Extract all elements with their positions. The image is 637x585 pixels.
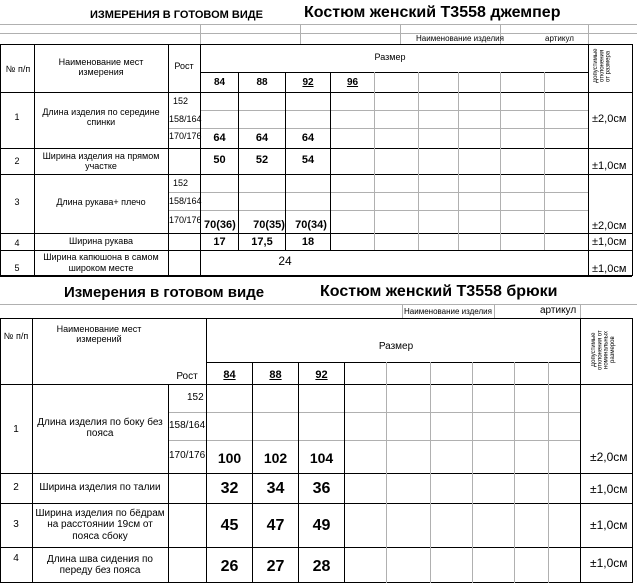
bottom-article-label: артикул	[540, 305, 577, 316]
top-size-92: 92	[302, 77, 314, 89]
bottom-col-height: Рост	[176, 371, 198, 383]
bottom-row4-v92: 28	[312, 557, 331, 575]
top-col-name: Наименование мест измерения	[58, 56, 144, 77]
bottom-size-88: 88	[269, 368, 282, 381]
bottom-row4-v88: 27	[266, 557, 285, 575]
top-col-no: № п/п	[5, 63, 31, 74]
bottom-row3-tolerance: ±1,0см	[590, 518, 628, 532]
top-height-152: 152	[173, 96, 189, 106]
top-article-label: артикул	[545, 34, 574, 43]
top-row1-v84: 64	[213, 131, 226, 144]
top-row4-name: Ширина рукава	[68, 236, 133, 247]
top-row3-tolerance: ±2,0см	[592, 220, 627, 232]
top-row1-tolerance: ±2,0см	[592, 113, 627, 125]
top-size-88: 88	[256, 77, 268, 89]
top-row4-no: 4	[14, 237, 20, 248]
top-height-158: 158/164	[169, 114, 202, 124]
top-row3-height-152: 152	[173, 178, 189, 188]
bottom-row4-v84: 26	[220, 557, 239, 575]
bottom-heading: Измерения в готовом виде	[64, 284, 265, 301]
top-height-170: 170/176	[169, 131, 202, 141]
top-row5-value: 24	[278, 254, 292, 269]
top-row2-tolerance: ±1,0см	[592, 160, 627, 172]
top-row2-v84: 50	[213, 153, 226, 166]
top-row1-v88: 64	[255, 131, 269, 144]
top-row5-tolerance: ±1,0см	[592, 263, 627, 275]
top-row2-no: 2	[14, 155, 20, 166]
bottom-row2-v84: 32	[220, 479, 239, 497]
top-row2-name: Ширина изделия на прямом участке	[42, 150, 160, 171]
top-col-size: Размер	[374, 51, 406, 62]
bottom-row2-name: Ширина изделия по талии	[39, 482, 161, 494]
bottom-row3-v84: 45	[220, 516, 239, 534]
top-row2-v92: 54	[301, 153, 315, 166]
bottom-row2-tolerance: ±1,0см	[590, 482, 628, 496]
top-size-84: 84	[213, 77, 226, 89]
top-row3-v84: 70(36)	[204, 218, 236, 231]
bottom-col-size: Размер	[378, 341, 414, 353]
top-row4-v84: 17	[213, 236, 226, 249]
bottom-size-92: 92	[315, 368, 328, 381]
bottom-row4-no: 4	[13, 553, 19, 565]
top-row3-v88: 70(35)	[253, 218, 285, 231]
bottom-height-152: 152	[187, 392, 204, 403]
bottom-row4-tolerance: ±1,0см	[590, 556, 628, 570]
top-heading: ИЗМЕРЕНИЯ В ГОТОВОМ ВИДЕ	[90, 9, 263, 21]
top-row4-v88: 17,5	[251, 236, 273, 249]
bottom-col-tolerance: Допустимые отклонения от номинальных размеров	[591, 330, 616, 370]
bottom-row1-no: 1	[13, 424, 19, 436]
top-row3-no: 3	[14, 196, 20, 207]
bottom-row3-v88: 47	[266, 516, 285, 534]
bottom-height-170: 170/176	[169, 450, 206, 461]
top-row2-v88: 52	[255, 153, 269, 166]
top-col-tolerance: Допустимые отклонения от размера	[593, 48, 612, 84]
bottom-row1-v88: 102	[263, 449, 288, 466]
top-row1-no: 1	[14, 111, 20, 122]
bottom-row3-no: 3	[13, 519, 19, 531]
top-title: Костюм женский Т3558 джемпер	[304, 4, 561, 21]
top-row3-name: Длина рукава+ плечо	[56, 196, 146, 207]
top-row5-no: 5	[14, 263, 20, 274]
top-row1-v92: 64	[301, 131, 315, 144]
top-size-96: 96	[346, 77, 359, 89]
bottom-row3-name: Ширина изделия по бёдрам на расстоянии 19см от пояса сбоку	[35, 507, 165, 542]
bottom-title: Костюм женский Т3558 брюки	[320, 283, 558, 300]
top-row3-v92: 70(34)	[295, 218, 327, 231]
top-row4-v92: 18	[301, 236, 315, 249]
bottom-row2-no: 2	[13, 482, 19, 494]
top-col-height: Рост	[174, 60, 194, 71]
bottom-col-name: Наименование мест измерений	[56, 323, 142, 344]
top-row5-name: Ширина капюшона в самом широком месте	[43, 252, 159, 273]
top-row3-height-158: 158/164	[169, 196, 202, 206]
bottom-row1-v84: 100	[217, 449, 242, 466]
bottom-col-no: № п/п	[3, 330, 29, 341]
bottom-row1-name: Длина изделия по боку без пояса	[37, 416, 163, 439]
bottom-product-name-label: Наименование изделия	[404, 307, 492, 316]
bottom-row2-v92: 36	[312, 479, 331, 497]
bottom-row3-v92: 49	[312, 516, 331, 534]
top-row3-height-170: 170/176	[169, 215, 202, 225]
bottom-row1-v92: 104	[309, 449, 334, 466]
top-row4-tolerance: ±1,0см	[592, 236, 627, 248]
bottom-row2-v88: 34	[266, 479, 285, 497]
bottom-row4-name: Длина шва сидения по переду без пояса	[47, 553, 153, 576]
bottom-height-158: 158/164	[169, 420, 206, 431]
bottom-row1-tolerance: ±2,0см	[590, 450, 628, 464]
top-row1-name: Длина изделия по середине спинки	[42, 106, 160, 127]
top-product-name-label: Наименование изделия	[416, 34, 504, 43]
bottom-size-84: 84	[223, 368, 236, 381]
